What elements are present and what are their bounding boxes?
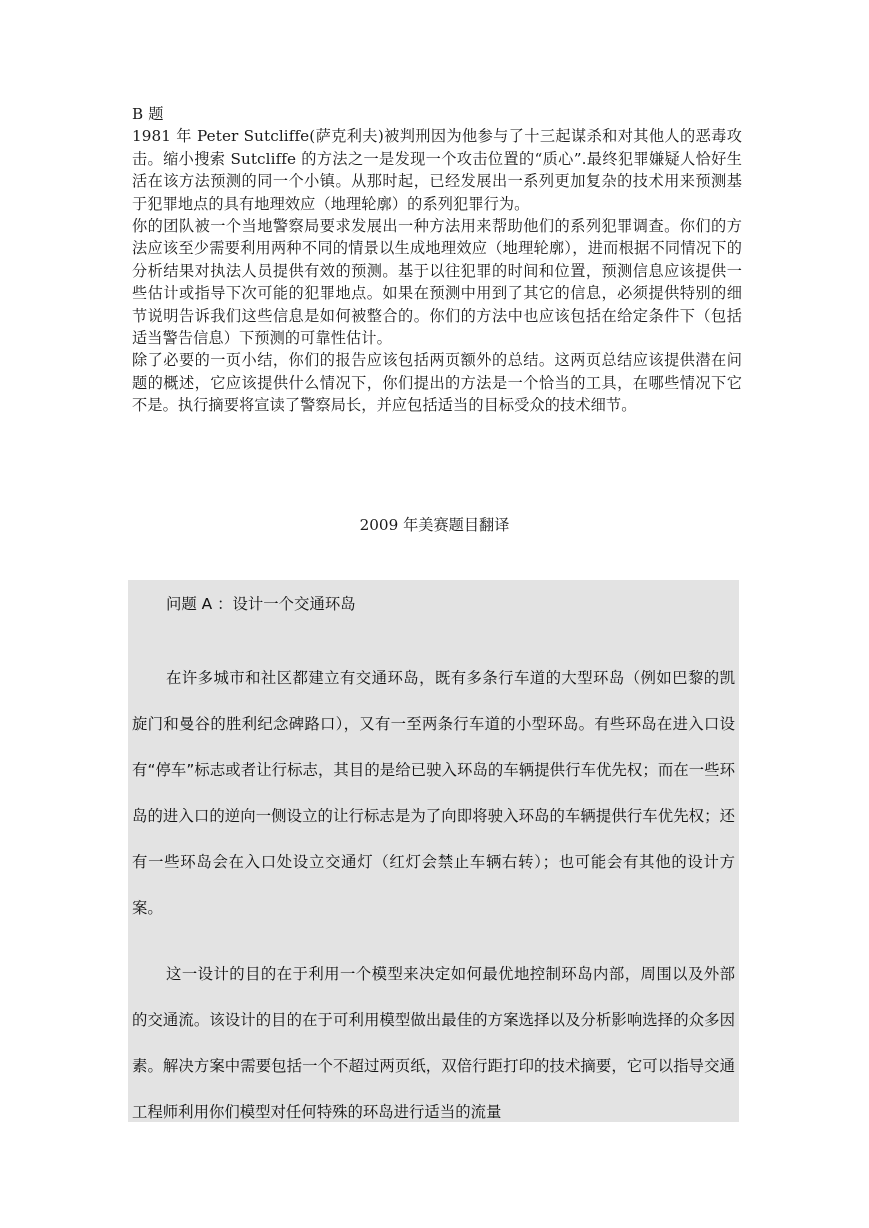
problem-b-section: [132, 103, 742, 417]
problem-b-paragraph-2: 你的团队被一个当地警察局要求发展出一种方法用来帮助他们的系列犯罪调查。你们的方法应该至少需要利用两种不同的情景以生成地理效应（地理轮廓），进而根据不同情况下的分析结果对执法人员提供有效的预测。基于以往犯罪的时间和位置，预测信息应该提供一些估计或指导下次可能的犯罪地点。如果在预测中用到了其它的信息，必须提供特别的细节说明告诉我们这些信息是如何被整合的。你们的方法中也应该包括在给定条件下（包括适当警告信息）下预测的可靠性估计。: [132, 217, 742, 348]
translation-title: 2009 年美赛题目翻译: [359, 516, 510, 534]
problem-a-title: 问题 A ：设计一个交通环岛: [166, 595, 356, 613]
problem-b-paragraph-3: 除了必要的一页小结，你们的报告应该包括两页额外的总结。这两页总结应该提供潜在问题的概述，它应该提供什么情况下，你们提出的方法是一个恰当的工具，在哪些情况下它不是。执行摘要将宣读了警察局长，并应包括适当的目标受众的技术细节。: [132, 351, 742, 415]
problem-a-shaded-box: [128, 580, 739, 1122]
problem-b-paragraph-1: 1981 年 Peter Sutcliffe(萨克利夫)被判刑因为他参与了十三起谋杀和对其他人的恶毒攻击。缩小搜索 Sutcliffe 的方法之一是发现一个攻击位置的“质心”.最终犯罪嫌疑人恰好生活在该方法预测的同一个小镇。从那时起，已经发展出一系列更加复杂的技术用来预测基于犯罪地点的具有地理效应（地理轮廓）的系列犯罪行为。: [132, 127, 742, 213]
problem-b-heading: B 题: [132, 105, 164, 123]
problem-a-paragraph-2: 这一设计的目的在于利用一个模型来决定如何最优地控制环岛内部，周围以及外部的交通流。该设计的目的在于可利用模型做出最佳的方案选择以及分析影响选择的众多因素。解决方案中需要包括一个不超过两页纸，双倍行距打印的技术摘要，它可以指导交通工程师利用你们模型对任何特殊的环岛进行适当的流量: [132, 965, 735, 1121]
problem-a-paragraph-1: 在许多城市和社区都建立有交通环岛，既有多条行车道的大型环岛（例如巴黎的凯旋门和曼谷的胜利纪念碑路口），又有一至两条行车道的小型环岛。有些环岛在进入口设有“停车”标志或者让行标志，其目的是给已驶入环岛的车辆提供行车优先权；而在一些环岛的进入口的逆向一侧设立的让行标志是为了向即将驶入环岛的车辆提供行车优先权；还有一些环岛会在入口处设立交通灯（红灯会禁止车辆右转）；也可能会有其他的设计方案。: [132, 669, 735, 917]
problem-a-content: [132, 592, 735, 1122]
